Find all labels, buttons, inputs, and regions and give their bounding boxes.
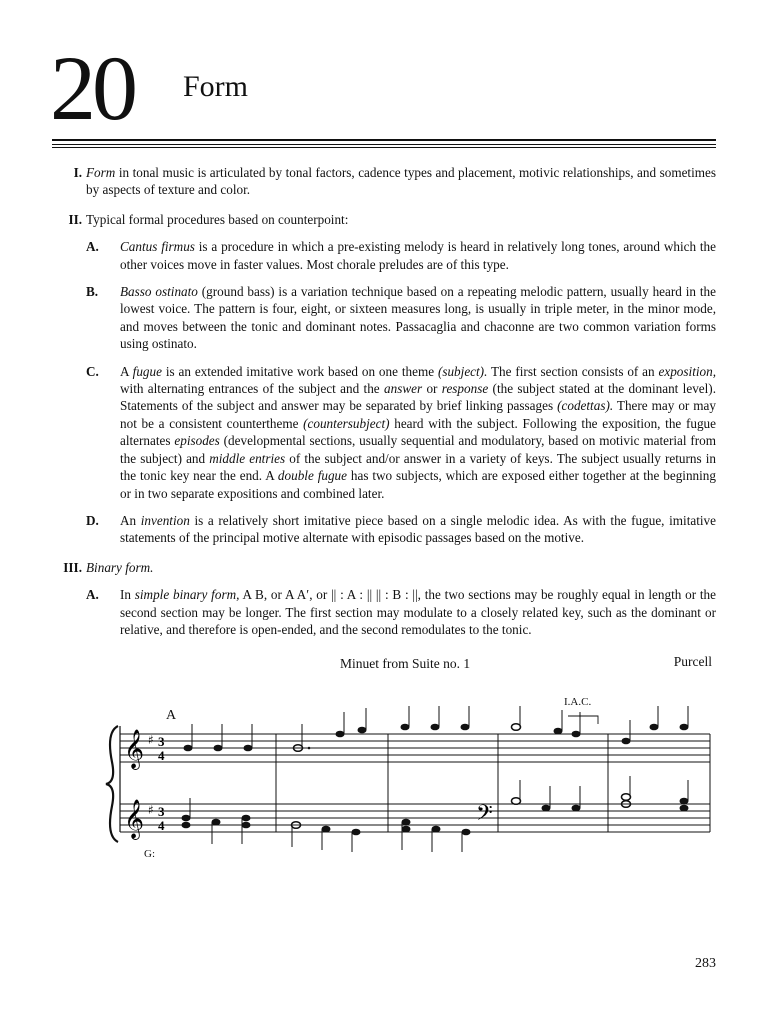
- chapter-title: Form: [183, 70, 249, 103]
- header-rule: [52, 144, 716, 145]
- section-ii: [52, 211, 716, 547]
- subsection-b: B. Basso ostinato (ground bass) is a variation technique based on a repeating melodic pattern, usually heard in the lowest voice. The pattern is four, eight, or sixteen measures long, is usually in triple meter, in the minor mode, and moves between the tonic and dominant notes. Passacaglia and chaconne are two common variation forms using ostinato.: [86, 284, 716, 352]
- svg-text:♯: ♯: [148, 733, 154, 747]
- section-iii: [52, 559, 716, 639]
- body-text: [52, 164, 716, 650]
- subsection-a: A. Cantus firmus is a procedure in which a pre-existing melody is heard in relatively long tones, around which the other voices move in faster values. Most chorale preludes are of this type.: [86, 239, 716, 272]
- svg-text:3: 3: [158, 734, 165, 749]
- section-label-a: A: [166, 708, 177, 723]
- section-i: [52, 164, 716, 199]
- section-text: Typical formal procedures based on counterpoint: A. Cantus firmus is a procedure in which a pre-existing melody is heard in relatively long tones, around which the other voices move in faster values. Most chorale preludes are of this type. B. Basso ostinato (ground bass) is a variation technique based on a repeating melodic pattern, usually heard in the lowest voice. The pattern is four, eight, or sixteen measures long, is usually in triple meter, in the minor mode, and moves between the tonic and dominant notes. Passacaglia and chaconne are two common variation forms using ostinato. C. A fugue is an extended imitative work based on one theme (subject). The first section consists of an exposition, with alternating entrances of the subject and the answer or response (the subject stated at the dominant level). Statements of the subject and answer may be separated by brief linking passages (codettas). There may or may not be a consistent countertheme (countersubject) heard with the subject. Following the exposition, the fugue alternates episodes (developmental sections, usually sequential and modulatory, based on motivic material from the subject) and middle entries of the subject and/or answer in a variety of keys. The subject usually returns in the tonic key near the end. A double fugue has two subjects, which are exposed either together at the beginning or in two separate expositions and combined later. D. An invention is a relatively short imitative piece based on a single melodic idea. As with the fugue, imitative statements of the principal motive alternate with episodic passages based on the motive.: [86, 211, 717, 546]
- section-label: I.: [73, 165, 82, 180]
- svg-text:𝄞: 𝄞: [124, 799, 145, 839]
- chapter-number: 20: [50, 37, 134, 139]
- cadence-label: I.A.C.: [564, 696, 592, 708]
- section-label: II.: [68, 211, 82, 227]
- subsection-d: D. An invention is a relatively short imitative piece based on a single melodic idea. As with the fugue, imitative statements of the principal motive alternate with episodic passages based on the motive.: [86, 512, 716, 546]
- subsection-a: A. In simple binary form, A B, or A A′, or || : A : || || : B : ||, the two sections may be roughly equal in length or the second section may be longer. The first section may modulate to a closely related key, such as the dominant or relative, and therefore is open-ended, and the second remodulates to the tonic.: [86, 587, 716, 637]
- subsection-c: C. A fugue is an extended imitative work based on one theme (subject). The first section consists of an exposition, with alternating entrances of the subject and the answer or response (the subject stated at the dominant level). Statements of the subject and answer may be separated by brief linking passages (codettas). There may or may not be a consistent countertheme (countersubject) heard with the subject. Following the exposition, the fugue alternates episodes (developmental sections, usually sequential and modulatory, based on motivic material from the subject) and middle entries of the subject and/or answer in a variety of keys. The subject usually returns in the tonic key near the end. A double fugue has two subjects, which are exposed either together at the beginning or in two separate expositions and combined later.: [86, 363, 717, 501]
- header-rule: [52, 139, 716, 141]
- music-staff-notation: [100, 652, 720, 852]
- svg-text:3: 3: [158, 804, 165, 819]
- music-example: [100, 652, 720, 872]
- svg-text:♯: ♯: [148, 803, 154, 817]
- section-label: III.: [63, 559, 82, 575]
- svg-text:4: 4: [158, 748, 165, 763]
- svg-text:4: 4: [158, 818, 165, 833]
- header-rule: [52, 147, 716, 148]
- page-number: 283: [695, 956, 716, 971]
- section-text: Binary form. A. In simple binary form, A B, or A A′, or || : A : || || : B : ||, the two sections may be roughly equal in length or the second section may be longer. The first section may modulate to a closely related key, such as the dominant or relative, and therefore is open-ended, and the second remodulates to the tonic.: [86, 559, 716, 637]
- section-text: Form in tonal music is articulated by tonal factors, cadence types and placement, motivic relationships, and sometimes by aspects of texture and color.: [86, 165, 716, 198]
- composer-name: Purcell: [673, 654, 712, 669]
- piece-title: Minuet from Suite no. 1: [340, 656, 471, 671]
- svg-text:𝄢: 𝄢: [476, 801, 493, 831]
- key-label: G:: [144, 848, 155, 860]
- svg-text:𝄞: 𝄞: [124, 729, 145, 769]
